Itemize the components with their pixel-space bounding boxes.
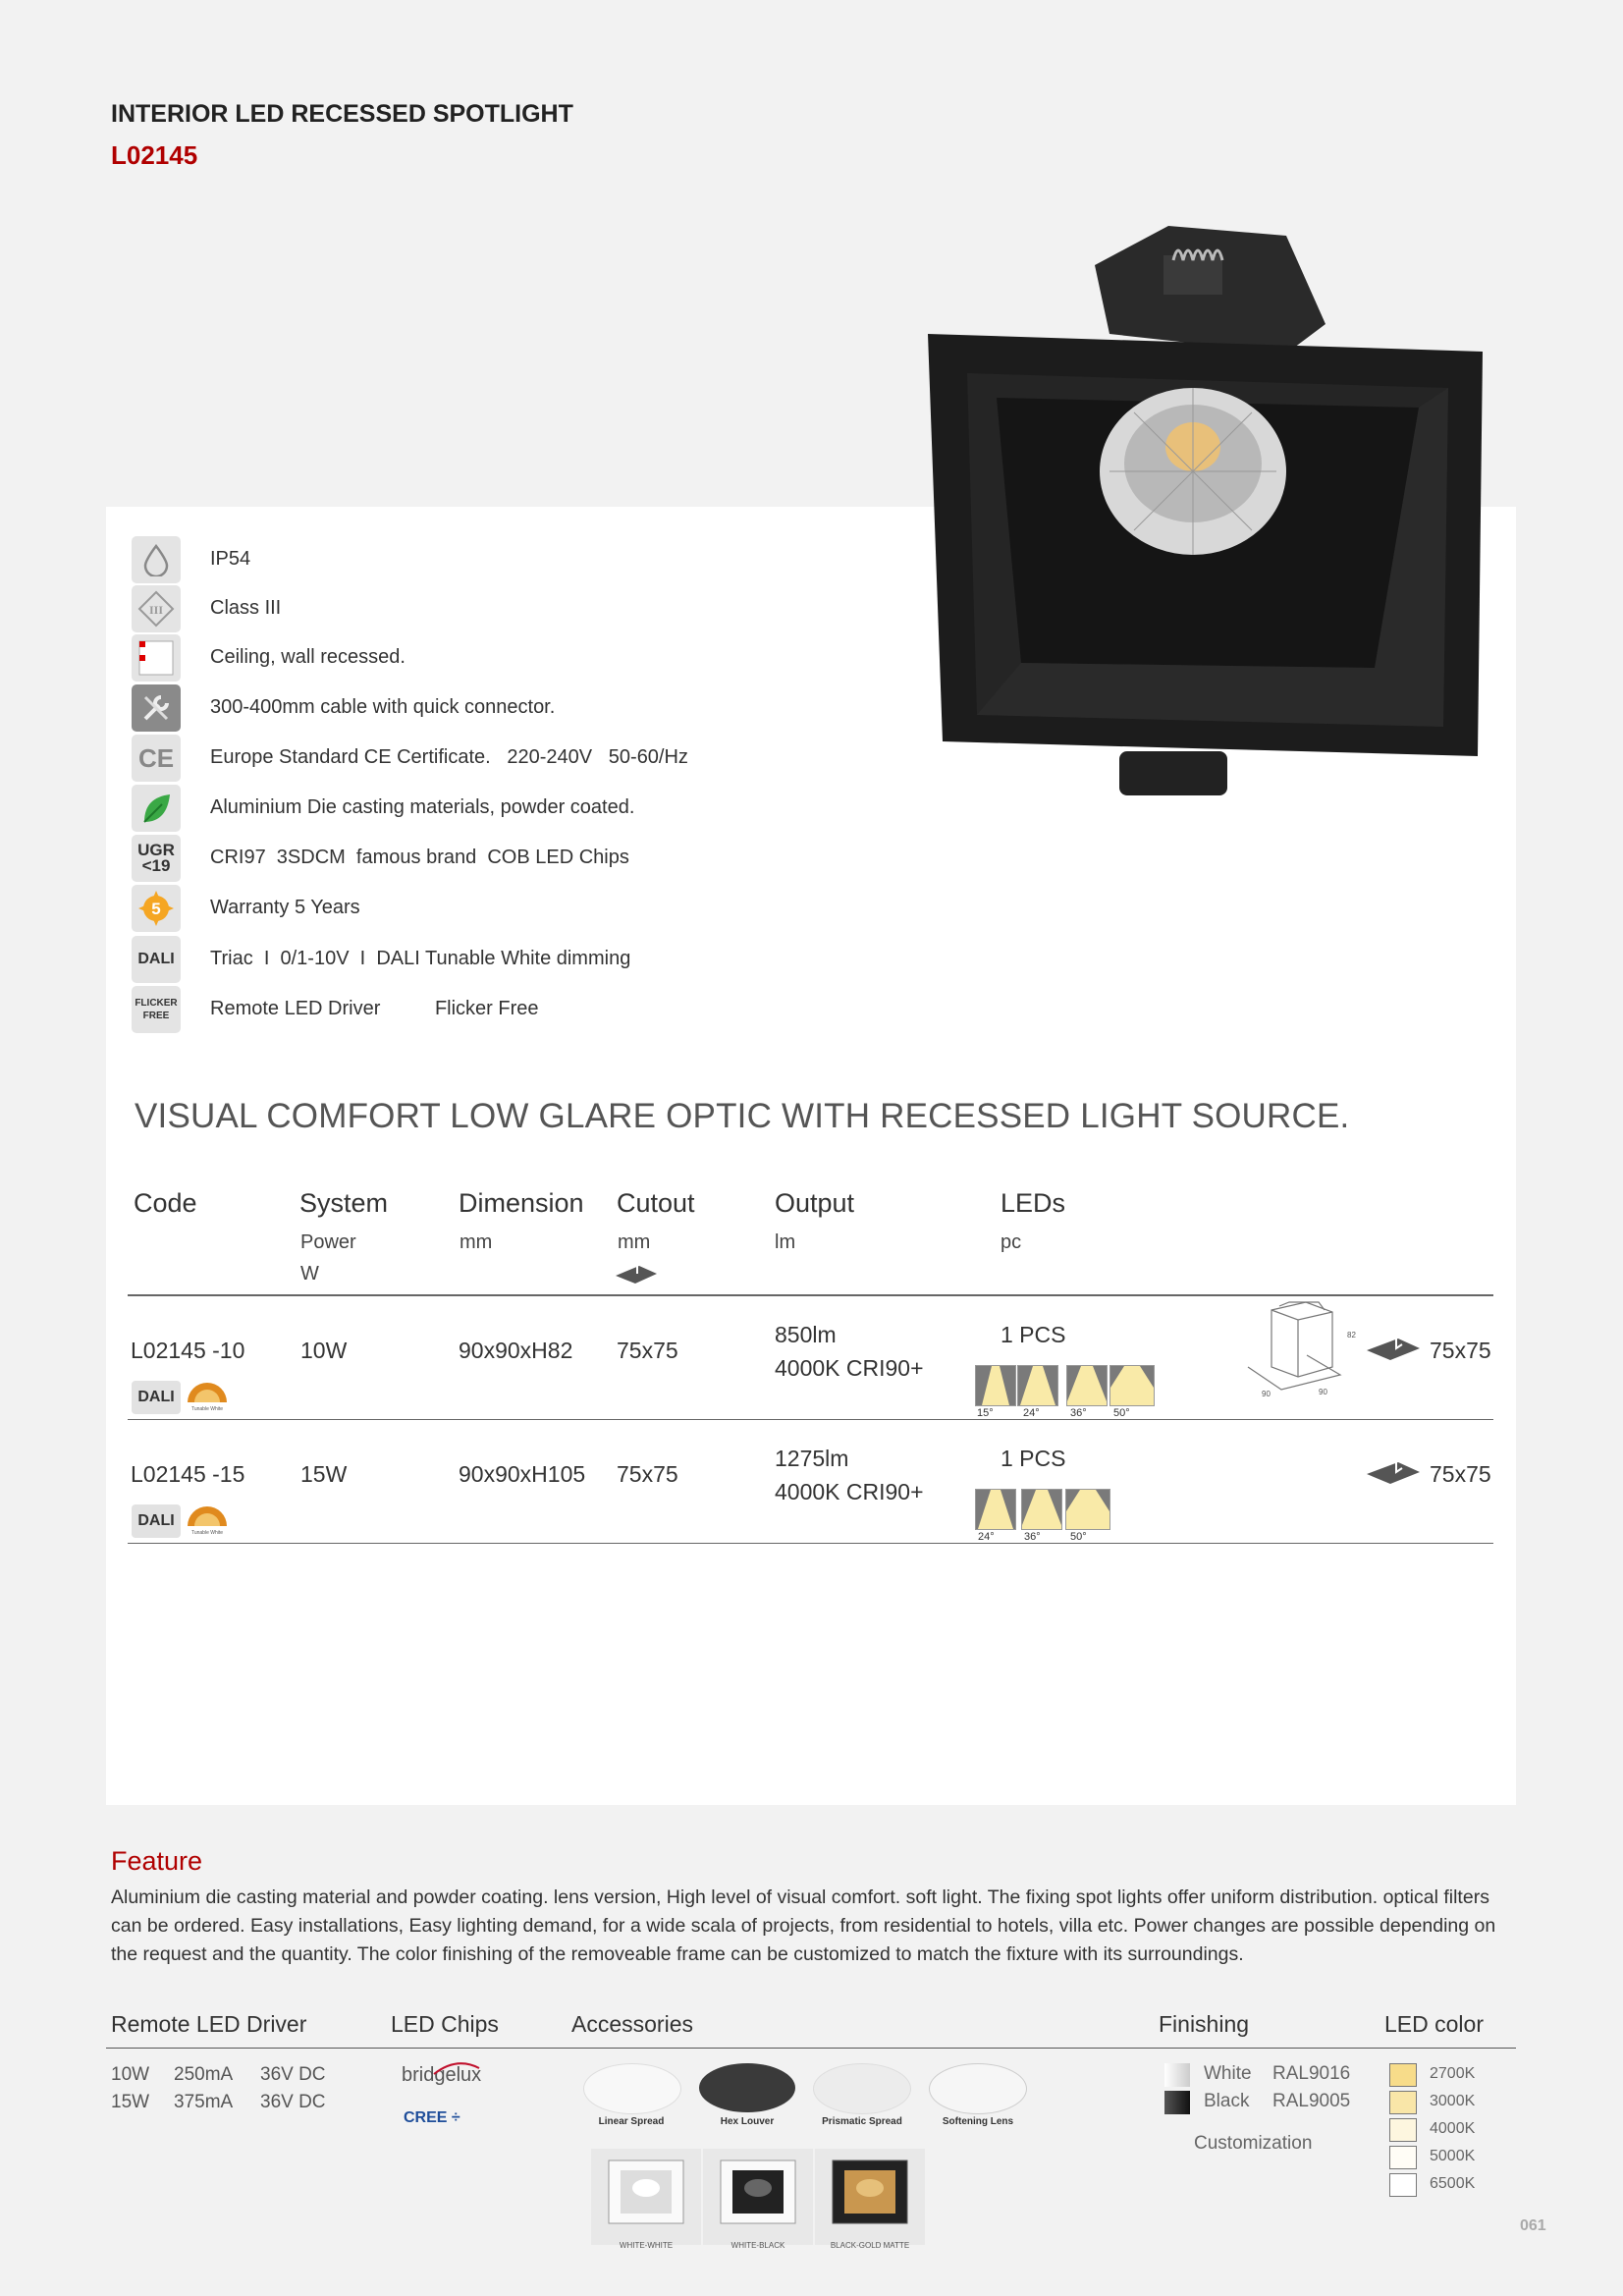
- water-drop-icon: [132, 536, 181, 583]
- row1-power: 10W: [300, 1338, 348, 1363]
- color-swatch-2700k: [1389, 2063, 1417, 2087]
- feature-text: IP54: [210, 548, 251, 570]
- th-cutout-sub: mm: [618, 1231, 651, 1253]
- feature-recessed: [132, 634, 819, 682]
- row-divider: [128, 1543, 1493, 1544]
- class-three-icon: [132, 585, 181, 632]
- beam-label: 24°: [1023, 1407, 1040, 1419]
- feature-driver: [132, 986, 819, 1033]
- dimension-drawing: [1242, 1296, 1360, 1402]
- finishing-header: Finishing: [1159, 2011, 1250, 2037]
- svg-text:90: 90: [1319, 1388, 1327, 1396]
- accessory-label: Hex Louver: [720, 2116, 775, 2127]
- th-cutout: Cutout: [617, 1188, 695, 1218]
- product-title: INTERIOR LED RECESSED SPOTLIGHT: [111, 100, 573, 128]
- beam-label: 36°: [1024, 1531, 1041, 1543]
- softening-lens: [929, 2063, 1027, 2114]
- flicker-free-icon: FLICKER FREE: [132, 986, 181, 1033]
- beam-icon: [1065, 1489, 1110, 1530]
- feature-text: CRI97 3SDCM famous brand COB LED Chips: [210, 847, 629, 868]
- page-number: 061: [1520, 2217, 1546, 2234]
- customization-label: Customization: [1194, 2133, 1313, 2154]
- cree-logo: CREE ÷: [404, 2109, 460, 2126]
- feature-text: Triac I 0/1-10V I DALI Tunable White dimming: [210, 948, 631, 969]
- th-output-sub: lm: [775, 1231, 796, 1253]
- feature-aluminium: [132, 785, 819, 832]
- row1-code: L02145 -10: [131, 1338, 245, 1363]
- accessory-label: Linear Spread: [598, 2116, 665, 2127]
- svg-text:Tunable White: Tunable White: [190, 1406, 224, 1412]
- row-divider: [128, 1419, 1493, 1420]
- hex-louver: [699, 2063, 795, 2112]
- th-system-sub1: Power: [300, 1231, 356, 1253]
- row2-cutout-right: 75x75: [1430, 1461, 1491, 1487]
- accessories-header: Accessories: [571, 2011, 693, 2037]
- row1-cutout-right: 75x75: [1430, 1338, 1491, 1363]
- driver-power: 10W: [111, 2064, 150, 2085]
- led-color-label: 4000K: [1430, 2120, 1476, 2137]
- svg-text:III: III: [148, 603, 164, 617]
- tunable-white-icon: [185, 1503, 230, 1536]
- th-leds-sub: pc: [1001, 1231, 1022, 1253]
- driver-voltage: 36V DC: [260, 2064, 326, 2085]
- row2-code: L02145 -15: [131, 1461, 245, 1487]
- color-swatch-6500k: [1389, 2173, 1417, 2197]
- feature-text: Ceiling, wall recessed.: [210, 646, 406, 668]
- feature-ce: [132, 735, 819, 782]
- th-output: Output: [775, 1188, 855, 1218]
- frame-label: BLACK-GOLD MATTE: [830, 2241, 910, 2250]
- feature-text: 300-400mm cable with quick connector.: [210, 696, 556, 718]
- led-color-label: 2700K: [1430, 2065, 1476, 2082]
- row2-output-cct: 4000K CRI90+: [775, 1479, 924, 1504]
- row2-output-lm: 1275lm: [775, 1446, 849, 1471]
- feature-cable: [132, 684, 819, 732]
- driver-voltage: 36V DC: [260, 2092, 326, 2112]
- ugr-icon: UGR <19: [132, 835, 181, 882]
- svg-text:Tunable White: Tunable White: [190, 1530, 224, 1536]
- row1-dimension: 90x90xH82: [459, 1338, 573, 1363]
- frame-label: WHITE-BLACK: [730, 2241, 785, 2250]
- feature-ip54: [132, 536, 819, 583]
- driver-current: 375mA: [174, 2092, 234, 2112]
- beam-label: 36°: [1070, 1407, 1087, 1419]
- frame-black-gold: [815, 2149, 925, 2245]
- beam-icon: [1109, 1365, 1155, 1406]
- beam-icon: [975, 1365, 1016, 1406]
- chips-header: LED Chips: [391, 2011, 499, 2037]
- product-code: L02145: [111, 140, 198, 170]
- color-swatch-4000k: [1389, 2118, 1417, 2142]
- row2-power: 15W: [300, 1461, 348, 1487]
- th-dimension: Dimension: [459, 1188, 584, 1218]
- finish-ral: RAL9005: [1272, 2091, 1351, 2111]
- row1-cutout: 75x75: [617, 1338, 678, 1363]
- feature-text: Warranty 5 Years: [210, 897, 360, 918]
- svg-text:90: 90: [1262, 1390, 1271, 1398]
- cutout-icon: [1365, 1456, 1422, 1486]
- beam-label: 50°: [1113, 1407, 1130, 1419]
- ceiling-recessed-icon: [132, 634, 181, 682]
- leaf-icon: [132, 785, 181, 832]
- feature-text: Remote LED Driver Flicker Free: [210, 998, 539, 1019]
- color-swatch-3000k: [1389, 2091, 1417, 2114]
- feature-title: Feature: [111, 1846, 203, 1876]
- feature-text: Europe Standard CE Certificate. 220-240V 50-60/Hz: [210, 746, 688, 768]
- beam-label: 24°: [978, 1531, 995, 1543]
- prismatic-spread-lens: [813, 2063, 911, 2114]
- led-color-label: 6500K: [1430, 2175, 1476, 2192]
- svg-text:82: 82: [1347, 1331, 1356, 1339]
- accessory-label: Prismatic Spread: [822, 2116, 902, 2127]
- row2-leds: 1 PCS: [1001, 1446, 1066, 1471]
- feature-cri: [132, 835, 819, 882]
- th-leds: LEDs: [1001, 1188, 1066, 1218]
- th-system-sub2: W: [300, 1263, 319, 1285]
- beam-icon: [1017, 1365, 1058, 1406]
- beam-label: 15°: [977, 1407, 994, 1419]
- beam-icon: [1066, 1365, 1108, 1406]
- finish-name: White: [1204, 2063, 1252, 2084]
- product-image: [913, 206, 1492, 815]
- driver-power: 15W: [111, 2092, 150, 2112]
- th-system: System: [299, 1188, 389, 1218]
- frame-white-black: [703, 2149, 813, 2245]
- feature-dimming: [132, 936, 819, 983]
- bottom-divider: [106, 2048, 1516, 2049]
- beam-label: 50°: [1070, 1531, 1087, 1543]
- headline: VISUAL COMFORT LOW GLARE OPTIC WITH RECESSED LIGHT SOURCE.: [135, 1097, 1350, 1135]
- dali-badge: DALI: [132, 1504, 181, 1538]
- row1-output-cct: 4000K CRI90+: [775, 1355, 924, 1381]
- frame-label: WHITE-WHITE: [619, 2241, 674, 2250]
- cutout-icon: [614, 1262, 659, 1285]
- beam-icon: [1021, 1489, 1062, 1530]
- beam-icon: [975, 1489, 1016, 1530]
- accessory-label: Softening Lens: [942, 2116, 1014, 2127]
- row1-leds: 1 PCS: [1001, 1322, 1066, 1347]
- color-swatch-5000k: [1389, 2146, 1417, 2169]
- led-color-label: 3000K: [1430, 2093, 1476, 2109]
- white-finish-swatch: [1164, 2063, 1190, 2087]
- feature-description: Aluminium die casting material and powder coating. lens version, High level of visual comfort. soft light. The fixing spot lights offer uniform distribution. optical filters can be ordered. Easy installations, Easy lighting demand, for a wide scala of projects, from residential to hotels, villa etc. Power changes are possible depending on the request and the quantity. The color finishing of the removeable frame can be customized to match the fixture with its surroundings.: [111, 1886, 1496, 1965]
- wrench-icon: [132, 684, 181, 732]
- feature-class: [132, 585, 819, 632]
- led-color-header: LED color: [1384, 2011, 1484, 2037]
- dali-icon: DALI: [132, 936, 181, 983]
- row2-cutout: 75x75: [617, 1461, 678, 1487]
- feature-warranty: [132, 885, 819, 932]
- svg-text:5: 5: [151, 900, 161, 918]
- finish-ral: RAL9016: [1272, 2063, 1351, 2084]
- feature-text: Aluminium Die casting materials, powder coated.: [210, 796, 635, 818]
- warranty-five-icon: [132, 885, 181, 932]
- driver-header: Remote LED Driver: [111, 2011, 307, 2037]
- frame-white-white: [591, 2149, 701, 2245]
- feature-text: Class III: [210, 597, 282, 619]
- ce-mark-icon: CE: [132, 735, 181, 782]
- row1-output-lm: 850lm: [775, 1322, 837, 1347]
- led-color-label: 5000K: [1430, 2148, 1476, 2164]
- th-dimension-sub: mm: [460, 1231, 493, 1253]
- dali-badge: DALI: [132, 1381, 181, 1414]
- bridgelux-swoosh-icon: [432, 2060, 481, 2076]
- cutout-icon: [1365, 1333, 1422, 1362]
- driver-current: 250mA: [174, 2064, 234, 2085]
- linear-spread-lens: [583, 2063, 681, 2114]
- th-code: Code: [134, 1188, 197, 1218]
- black-finish-swatch: [1164, 2091, 1190, 2114]
- row2-dimension: 90x90xH105: [459, 1461, 586, 1487]
- tunable-white-icon: [185, 1379, 230, 1412]
- finish-name: Black: [1204, 2091, 1250, 2111]
- bridgelux-logo: bridgelux: [402, 2064, 482, 2086]
